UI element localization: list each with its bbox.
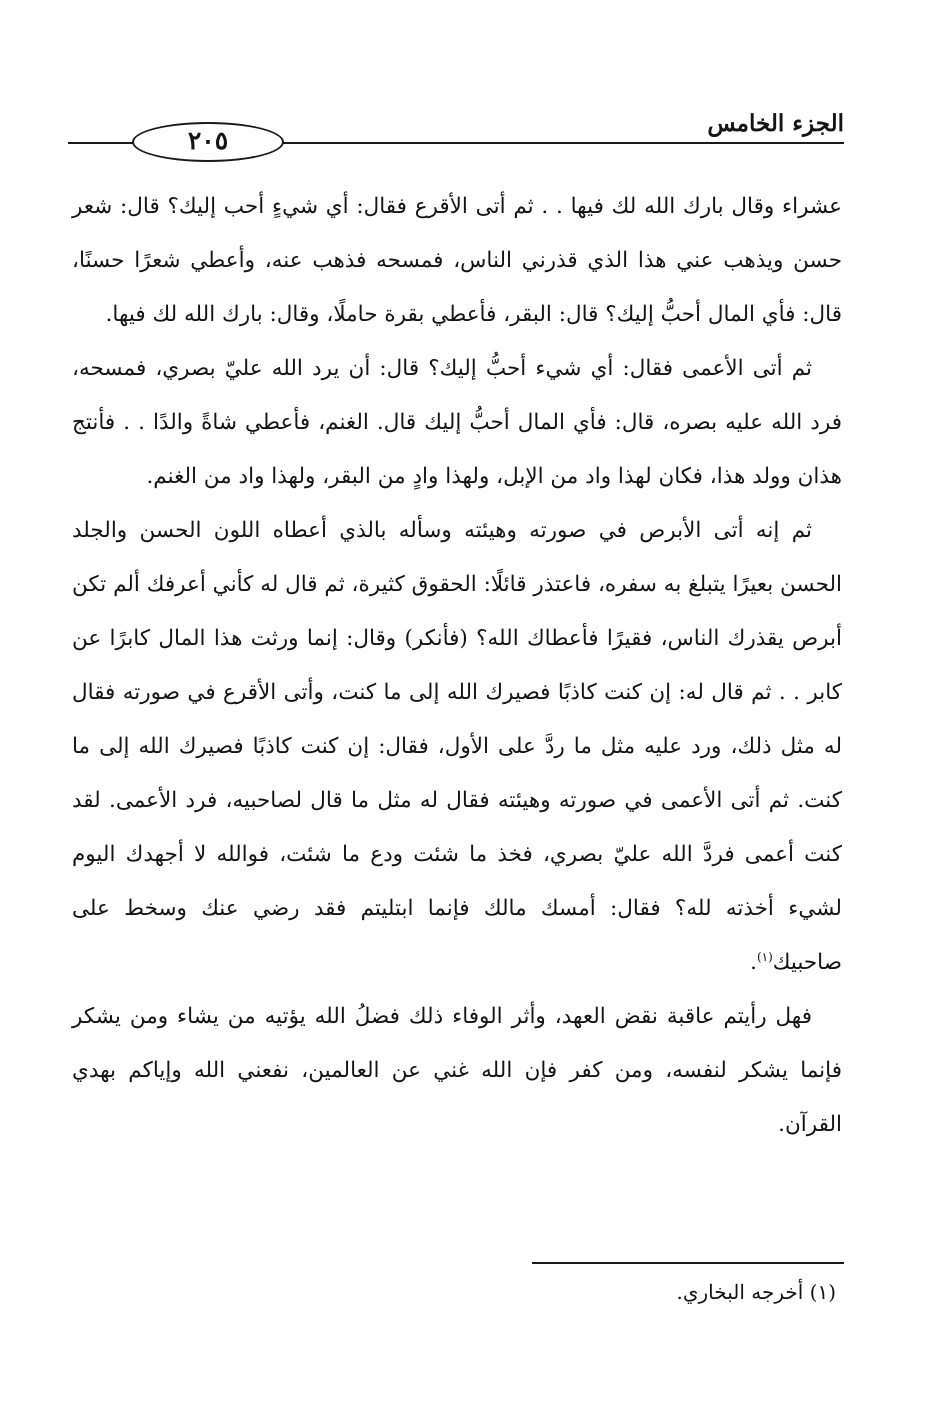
paragraph-3-end: . [750, 950, 757, 975]
footnote-reference: (١) [756, 949, 773, 964]
page-header [68, 104, 844, 166]
paragraph-3 [72, 504, 842, 990]
paragraph-2: ثم أتى الأعمى فقال: أي شيء أحبُّ إليك؟ قال: أن يرد الله عليّ بصري، فمسحه، فرد الله عليه بصره، قال: فأي المال أحبُّ إليك قال. الغنم، فأعطي شاةً والدًا . . فأنتج هذان وولد هذا، فكان لهذا واد من الإبل، ولهذا وادٍ من البقر، ولهذا واد من الغنم. [72, 356, 842, 489]
paragraph-1: عشراء وقال بارك الله لك فيها . . ثم أتى الأقرع فقال: أي شيءٍ أحب إليك؟ قال: شعر حسن ويذهب عني هذا الذي قذرني الناس، فمسحه فذهب عنه، وأعطي شعرًا حسنًا، قال: فأي المال أحبُّ إليك؟ قال: البقر، فأعطي بقرة حاملًا، وقال: بارك الله لك فيها. [72, 194, 842, 327]
footnote: (١) أخرجه البخاري. [676, 1280, 836, 1304]
volume-title: الجزء الخامس [707, 110, 844, 137]
paragraph-3-text: ثم إنه أتى الأبرص في صورته وهيئته وسأله بالذي أعطاه اللون الحسن والجلد الحسن بعيرًا يتبلغ به سفره، فاعتذر قائلًا: الحقوق كثيرة، ثم قال له كأني أعرفك ألم تكن أبرص يقذرك الناس، فقيرًا فأعطاك الله؟ (فأنكر) وقال: إنما ورثت هذا المال كابرًا عن كابر . . ثم قال له: إن كنت كاذبًا فصيرك الله إلى ما كنت، وأتى الأقرع في صورته فقال له مثل ذلك، ورد عليه مثل ما ردَّ على الأول، فقال: إن كنت كاذبًا فصيرك الله إلى ما كنت. ثم أتى الأعمى في صورته وهيئته فقال له مثل ما قال لصاحبيه، فرد الأعمى. لقد كنت أعمى فردَّ الله عليّ بصري، فخذ ما شئت ودع ما شئت، فوالله لا أجهدك اليوم لشيء أخذته لله؟ فقال: أمسك مالك فإنما ابتليتم فقد رضي عنك وسخط على صاحبيك [72, 518, 842, 975]
footnote-separator [532, 1262, 844, 1264]
main-text [72, 180, 842, 1152]
paragraph-4: فهل رأيتم عاقبة نقض العهد، وأثر الوفاء ذلك فضلُ الله يؤتيه من يشاء ومن يشكر فإنما يشكر لنفسه، ومن كفر فإن الله غني عن العالمين، نفعني الله وإياكم بهدي القرآن. [72, 1004, 842, 1137]
page-number: ٢٠٥ [132, 122, 284, 162]
